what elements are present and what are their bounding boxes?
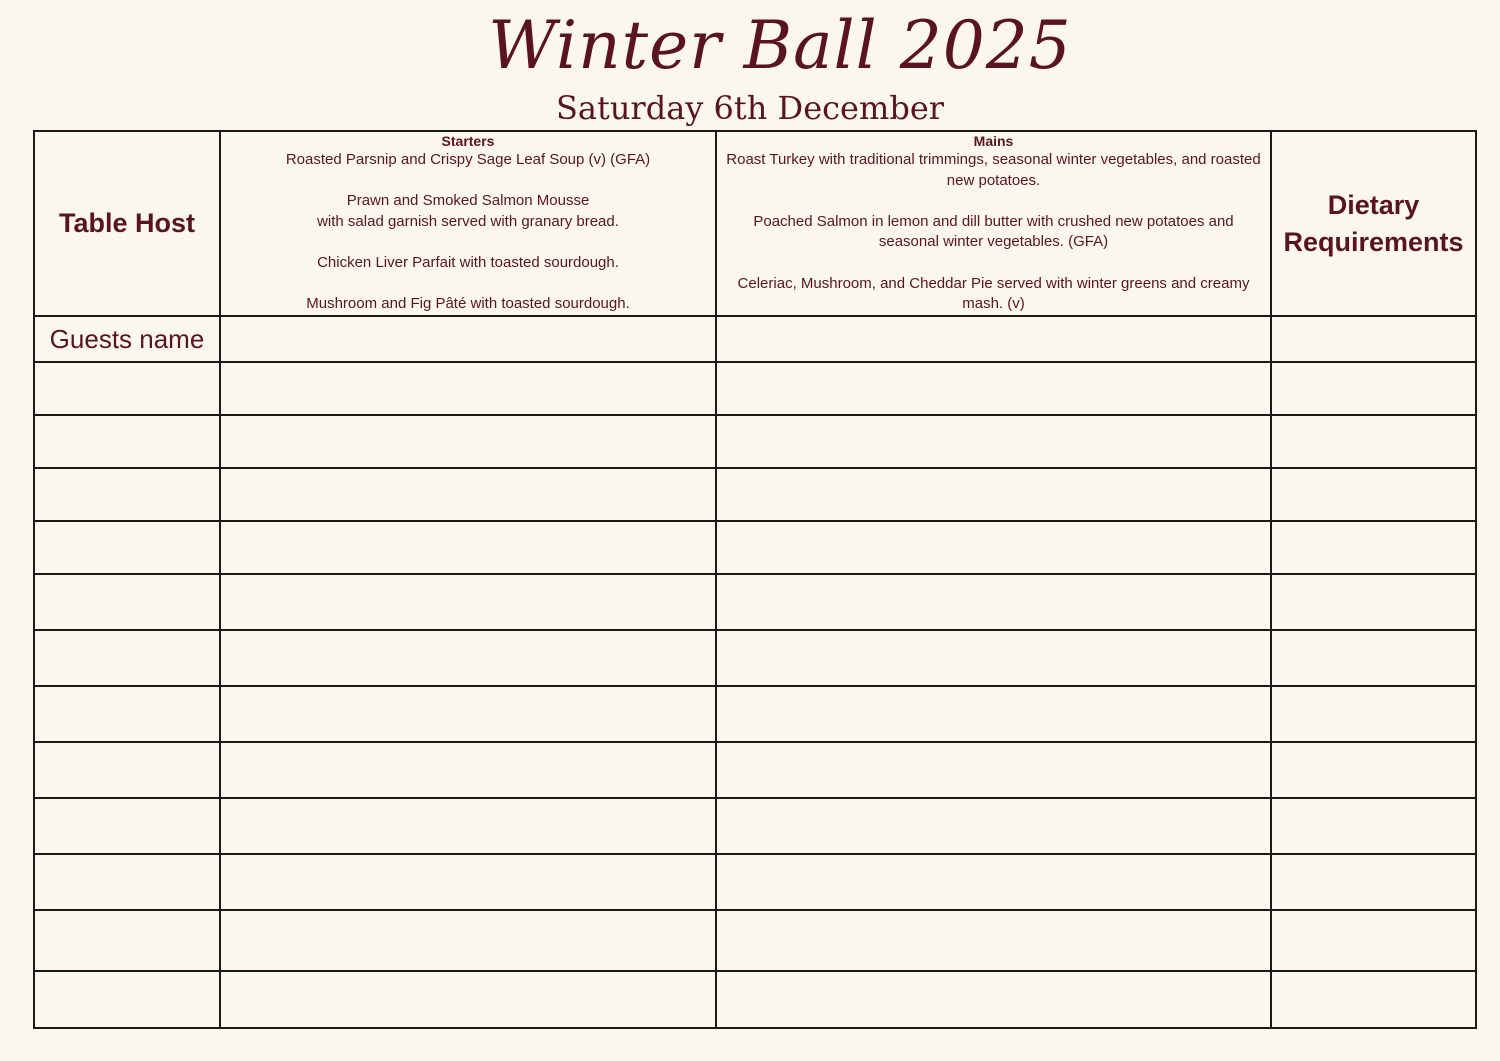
guest-name-cell[interactable] [34, 854, 220, 910]
header-row [34, 131, 1476, 316]
table-row [34, 362, 1476, 415]
guest-name-cell[interactable] [34, 521, 220, 574]
dietary-entry-cell[interactable] [1271, 521, 1476, 574]
main-entry-cell[interactable] [716, 415, 1271, 468]
starter-entry-cell[interactable] [220, 316, 716, 362]
dietary-entry-cell[interactable] [1271, 798, 1476, 854]
starters-heading: Starters [441, 133, 495, 149]
event-date: Saturday 6th December [555, 89, 945, 127]
main-entry-cell[interactable] [716, 574, 1271, 630]
main-entry-cell[interactable] [716, 468, 1271, 521]
starter-entry-cell[interactable] [220, 362, 716, 415]
table-row [34, 521, 1476, 574]
dietary-entry-cell[interactable] [1271, 415, 1476, 468]
seating-table [33, 130, 1477, 1029]
table-row [34, 415, 1476, 468]
dietary-entry-cell[interactable] [1271, 362, 1476, 415]
main-entry-cell[interactable] [716, 521, 1271, 574]
main-entry-cell[interactable] [716, 686, 1271, 742]
starter-entry-cell[interactable] [220, 415, 716, 468]
guest-name-cell[interactable] [34, 415, 220, 468]
guest-name-cell[interactable] [34, 910, 220, 971]
dietary-label-line1: Dietary [1327, 189, 1420, 220]
starter-entry-cell[interactable] [220, 686, 716, 742]
starter-entry-cell[interactable] [220, 574, 716, 630]
guest-name-cell[interactable] [34, 686, 220, 742]
guest-name-cell[interactable] [34, 798, 220, 854]
starter-entry-cell[interactable] [220, 630, 716, 686]
event-title: Winter Ball 2025 [488, 7, 1072, 84]
starter-item: Roasted Parsnip and Crispy Sage Leaf Soup (v) (GFA) [285, 151, 651, 168]
table-row [34, 742, 1476, 798]
guest-name-cell[interactable] [34, 468, 220, 521]
main-item: Celeriac, Mushroom, and Cheddar Pie served with winter greens and creamy mash. (v) [737, 274, 1250, 313]
dietary-entry-cell[interactable] [1271, 316, 1476, 362]
main-entry-cell[interactable] [716, 854, 1271, 910]
guest-name-cell[interactable] [34, 574, 220, 630]
dietary-entry-cell[interactable] [1271, 971, 1476, 1028]
table-row [34, 468, 1476, 521]
main-entry-cell[interactable] [716, 362, 1271, 415]
starter-entry-cell[interactable] [220, 854, 716, 910]
table-row [34, 686, 1476, 742]
guest-name-cell[interactable] [34, 971, 220, 1028]
guest-name-cell[interactable] [34, 362, 220, 415]
guest-name-cell[interactable] [34, 630, 220, 686]
dietary-entry-cell[interactable] [1271, 630, 1476, 686]
table-row [34, 910, 1476, 971]
dietary-entry-cell[interactable] [1271, 574, 1476, 630]
main-entry-cell[interactable] [716, 910, 1271, 971]
dietary-entry-cell[interactable] [1271, 910, 1476, 971]
main-entry-cell[interactable] [716, 742, 1271, 798]
table-row [34, 971, 1476, 1028]
main-item: Poached Salmon in lemon and dill butter with crushed new potatoes and seasonal winter vegetables. (GFA) [753, 212, 1234, 251]
dietary-label-line2: Requirements [1283, 226, 1464, 257]
main-entry-cell[interactable] [716, 316, 1271, 362]
table-row [34, 574, 1476, 630]
starter-entry-cell[interactable] [220, 910, 716, 971]
guests-label-row [34, 316, 1476, 362]
dietary-entry-cell[interactable] [1271, 686, 1476, 742]
starter-entry-cell[interactable] [220, 468, 716, 521]
table-row [34, 630, 1476, 686]
starter-entry-cell[interactable] [220, 742, 716, 798]
starter-entry-cell[interactable] [220, 521, 716, 574]
main-entry-cell[interactable] [716, 630, 1271, 686]
table-row [34, 798, 1476, 854]
main-item: Roast Turkey with traditional trimmings, seasonal winter vegetables, and roasted new potatoes. [726, 151, 1261, 189]
starter-item: Mushroom and Fig Pâté with toasted sourdough. [306, 295, 630, 313]
starter-entry-cell[interactable] [220, 798, 716, 854]
table-host-header [34, 131, 220, 316]
dietary-entry-cell[interactable] [1271, 468, 1476, 521]
table-host-label: Table Host [58, 208, 195, 238]
starter-item: Prawn and Smoked Salmon Mousse with salad garnish served with granary bread. [317, 192, 619, 230]
starter-item: Chicken Liver Parfait with toasted sourdough. [317, 253, 619, 271]
guest-name-cell[interactable] [34, 742, 220, 798]
mains-cell [716, 131, 1271, 316]
dietary-entry-cell[interactable] [1271, 742, 1476, 798]
dietary-entry-cell[interactable] [1271, 854, 1476, 910]
dietary-header [1271, 131, 1476, 316]
guests-name-label: Guests name [34, 316, 220, 362]
table-row [34, 854, 1476, 910]
mains-heading: Mains [973, 133, 1014, 149]
starters-cell [220, 131, 716, 316]
starter-entry-cell[interactable] [220, 971, 716, 1028]
main-entry-cell[interactable] [716, 971, 1271, 1028]
main-entry-cell[interactable] [716, 798, 1271, 854]
